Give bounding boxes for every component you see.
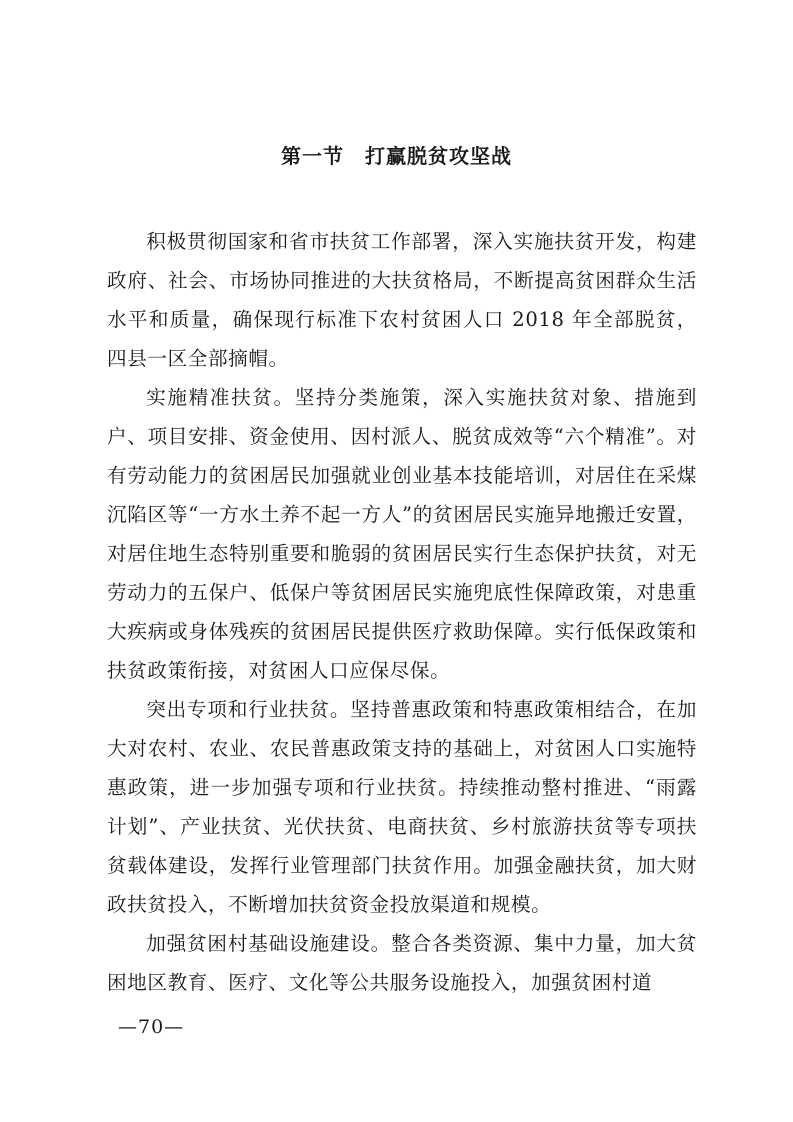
paragraph-lead: 加强贫困村基础设施建设。 bbox=[146, 932, 392, 955]
paragraph-text: 坚持分类施策，深入实施扶贫对象、措施到户、项目安排、资金使用、因村派人、脱贫成效等“六个精准”。对有劳动能力的贫困居民加强就业创业基本技能培训，对居住在采煤沉陷区等“一方水土养不起一方人”的贫困居民实施异地搬迁安置，对居住地生态特别重要和脆弱的贫困居民实行生态保护扶贫，对无劳动力的五保户、低保户等贫困居民实施兜底性保障政策，对患重大疾病或身体残疾的贫困居民提供医疗救助保障。实行低保政策和扶贫政策衔接，对贫困人口应保尽保。 bbox=[107, 386, 697, 682]
paragraph-text: 坚持普惠政策和特惠政策相结合，在加大对农村、农业、农民普惠政策支持的基础上，对贫困人口实施特惠政策，进一步加强专项和行业扶贫。持续推动整村推进、“雨露计划”、产业扶贫、光伏扶贫、电商扶贫、乡村旅游扶贫等专项扶贫载体建设，发挥行业管理部门扶贫作用。加强金融扶贫，加大财政扶贫投入，不断增加扶贫资金投放渠道和规模。 bbox=[107, 698, 698, 916]
paragraph-lead: 实施精准扶贫。 bbox=[146, 386, 295, 409]
paragraph-text: 整合各类资源、集中力量，加大贫困地区教育、医疗、文化等公共服务设施投入，加强贫困村道 bbox=[107, 932, 698, 994]
paragraph-special-industry bbox=[107, 690, 697, 924]
section-title: 第一节 打赢脱贫攻坚战 bbox=[281, 144, 512, 168]
body-text bbox=[107, 222, 697, 1002]
paragraph-text: 积极贯彻国家和省市扶贫工作部署，深入实施扶贫开发，构建政府、社会、市场协同推进的大扶贫格局，不断提高贫困群众生活水平和质量，确保现行标准下农村贫困人口 2018 年全部脱贫，四县一区全部摘帽。 bbox=[107, 230, 697, 370]
paragraph-intro bbox=[107, 222, 697, 378]
paragraph-precision-poverty bbox=[107, 378, 697, 690]
page-number: —70— bbox=[118, 1016, 185, 1038]
paragraph-lead: 突出专项和行业扶贫。 bbox=[146, 698, 351, 721]
paragraph-infrastructure bbox=[107, 924, 697, 1002]
